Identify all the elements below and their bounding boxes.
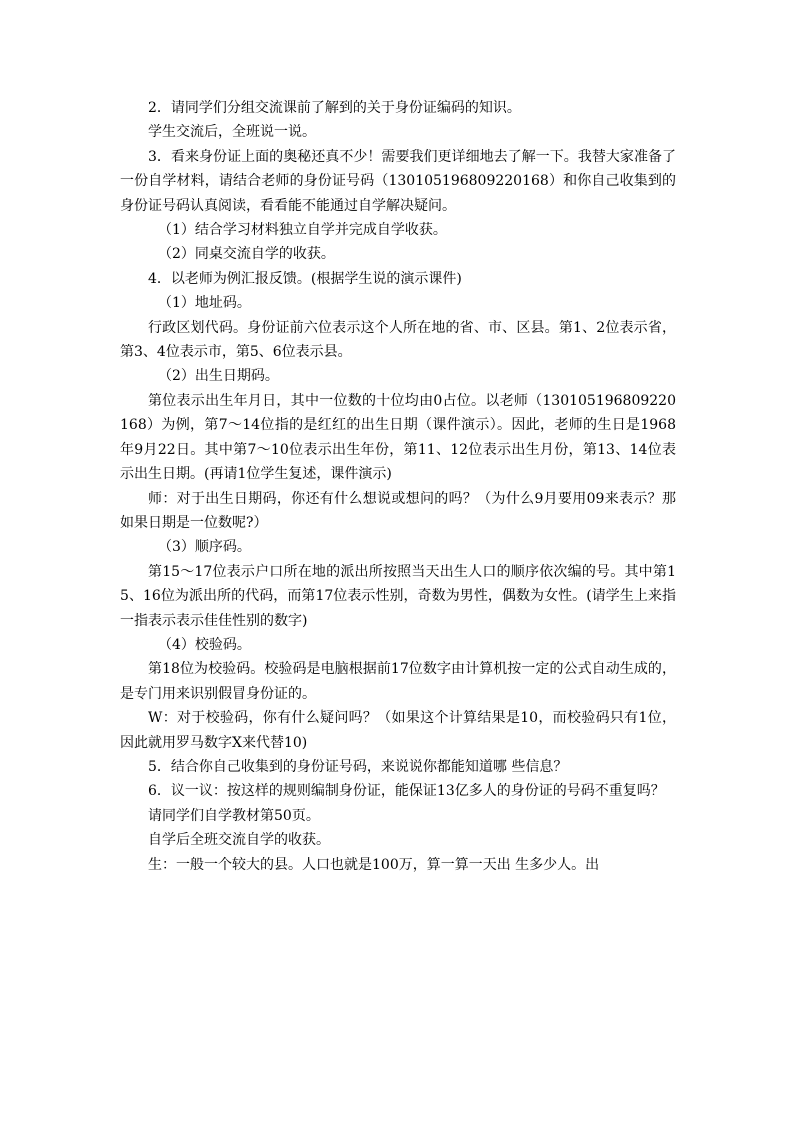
paragraph-item-3: 3．看来身份证上面的奥秘还真不少！需要我们更详细地去了解一下。我替大家准备了一份自学材料，请结合老师的身份证号码（130105196809220168）和你自己收集到的身份证号码认真阅读，看看能不能通过自学解决疑问。: [120, 148, 676, 214]
paragraph-birth-date-code: 第位表示出生年月日，其中一位数的十位均由0占位。以老师（130105196809220168）为例，第7～14位指的是红红的出生日期（课件演示）。因此，老师的生日是1968年9月22日。其中第7～10位表示出生年份，第11、12位表示出生月份，第13、14位表示出生日期。(再请1位学生复述，课件演示): [120, 392, 676, 483]
paragraph-item-5: 5．结合你自己收集到的身份证号码，来说说你都能知道哪 些信息？: [148, 758, 568, 775]
paragraph-sub-2: （2）同桌交流自学的收获。: [158, 246, 335, 263]
paragraph-student-answer: 生：一般一个较大的县。人口也就是100万，算一算一天出 生多少人。出: [148, 856, 600, 873]
heading-address-code: （1）地址码。: [158, 295, 251, 312]
paragraph-sequence-code: 第15～17位表示户口所在地的派出所按照当天出生人口的顺序依次编的号。其中第15、16位为派出所的代码，而第17位表示性别，奇数为男性，偶数为女性。(请学生上来指一指表示表示佳佳性别的数字): [120, 563, 676, 629]
heading-birth-date-code: （2）出生日期码。: [158, 368, 279, 385]
paragraph-check-code-question: W：对于校验码，你有什么疑问吗？（如果这个计算结果是10，而校验码只有1位，因此就用罗马数字X来代替10): [120, 710, 676, 751]
paragraph-student-discussion: 学生交流后，全班说一说。: [148, 124, 316, 141]
paragraph-check-code: 第18位为校验码。校验码是电脑根据前17位数字由计算机按一定的公式自动生成的，是专门用来识别假冒身份证的。: [120, 661, 676, 702]
paragraph-item-4: 4．以老师为例汇报反馈。(根据学生说的演示课件): [148, 270, 462, 287]
paragraph-item-2: 2．请同学们分组交流课前了解到的关于身份证编码的知识。: [148, 100, 521, 116]
heading-check-code: （4）校验码。: [158, 636, 251, 653]
heading-sequence-code: （3）顺序码。: [158, 539, 251, 556]
paragraph-sub-1: （1）结合学习材料独立自学并完成自学收获。: [158, 222, 447, 239]
document-page: [120, 96, 676, 877]
paragraph-class-discussion: 自学后全班交流自学的收获。: [148, 832, 330, 849]
paragraph-self-study: 请同学们自学教材第50页。: [148, 807, 320, 824]
paragraph-teacher-question-birth: 师：对于出生日期码，你还有什么想说或想问的吗？（为什么9月要用09来表示？那如果日期是一位数呢?）: [120, 490, 676, 531]
paragraph-item-6: 6．议一议：按这样的规则编制身份证，能保证13亿多人的身份证的号码不重复吗？: [148, 783, 665, 800]
paragraph-address-code: 行政区划代码。身份证前六位表示这个人所在地的省、市、区县。第1、2位表示省，第3、4位表示市，第5、6位表示县。: [120, 319, 676, 361]
